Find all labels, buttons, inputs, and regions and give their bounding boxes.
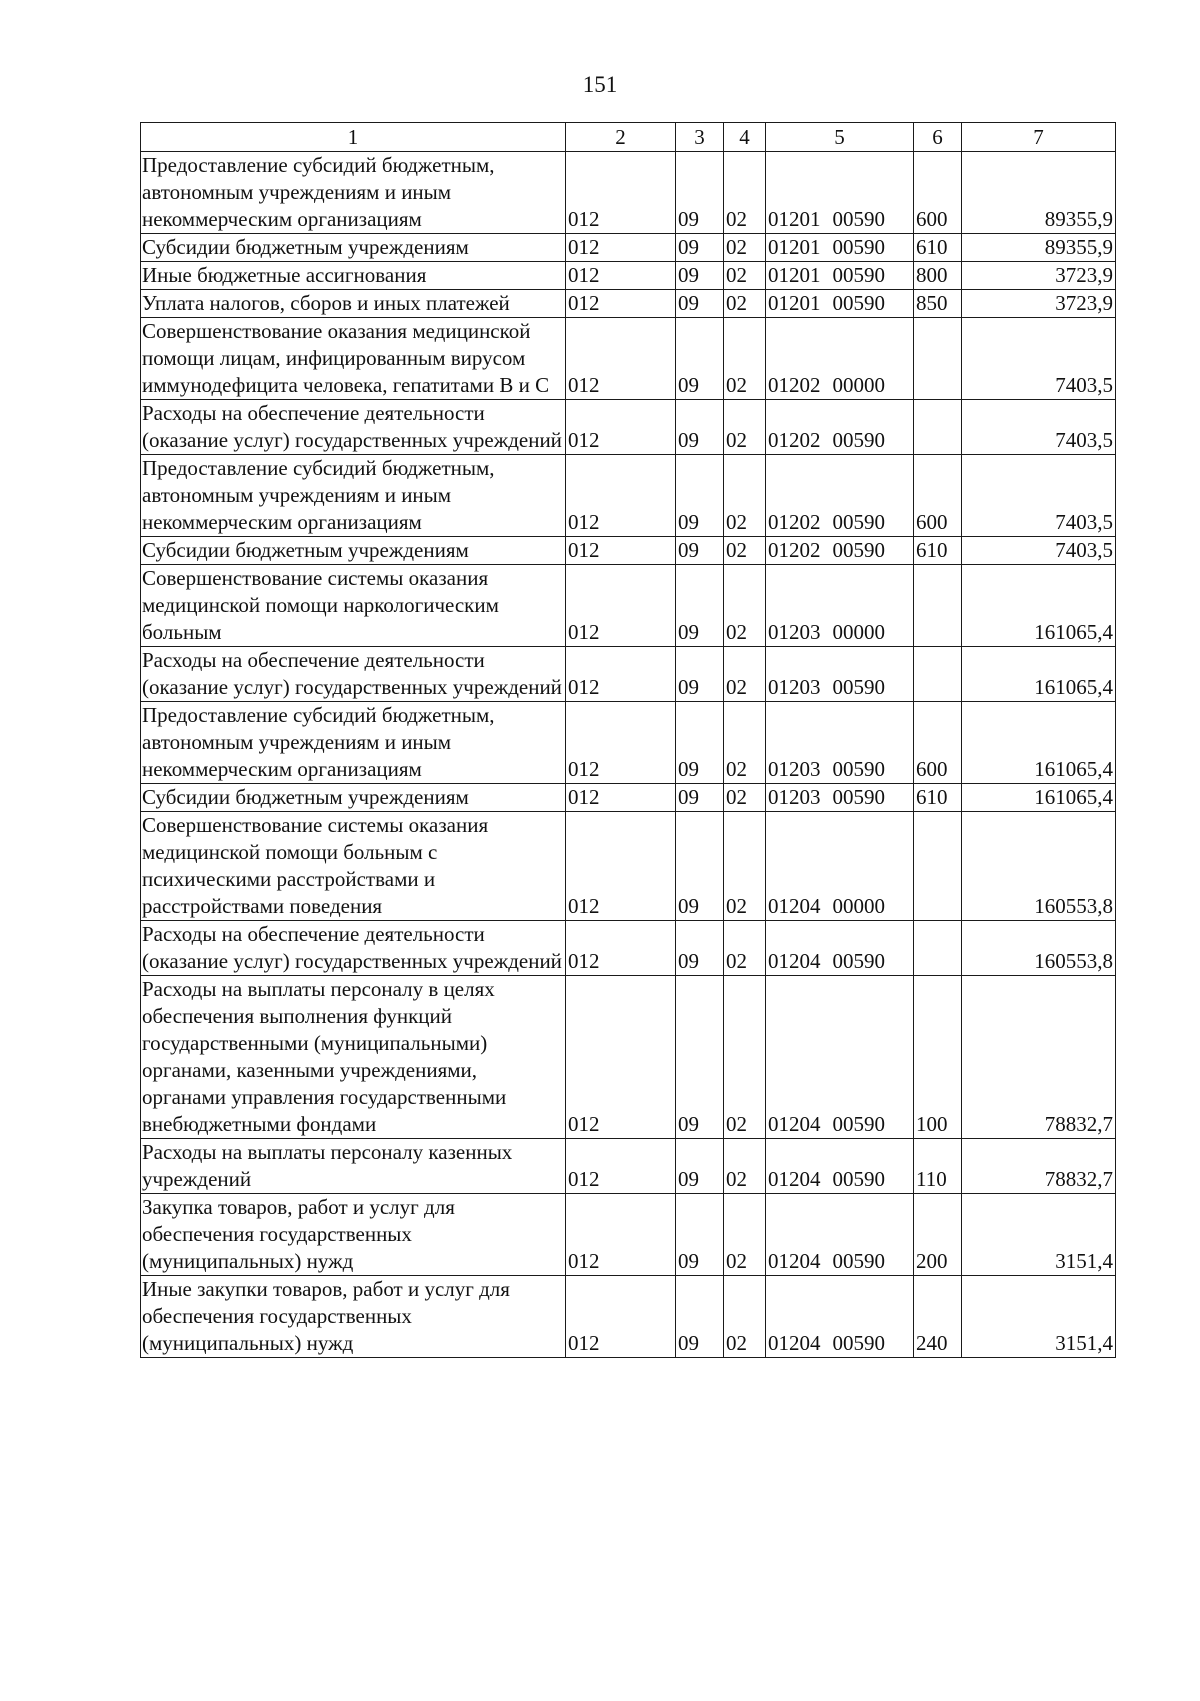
table-row [141,812,1116,921]
target-code-part: 01201 [768,207,821,231]
target-code-cell [766,784,914,812]
subsection-code-cell: 02 [724,262,766,290]
table-row [141,290,1116,318]
section-code-cell: 09 [676,400,724,455]
section-code-cell: 09 [676,537,724,565]
target-code-cell [766,1139,914,1194]
amount-cell: 7403,5 [962,318,1116,400]
target-code-part: 00590 [832,428,885,452]
target-code-part: 01201 [768,263,821,287]
target-code-part: 00590 [832,510,885,534]
amount-cell: 7403,5 [962,455,1116,537]
page-number: 151 [582,72,618,97]
table-row [141,1139,1116,1194]
section-code-cell: 09 [676,702,724,784]
row-name-cell: Уплата налогов, сборов и иных платежей [141,290,566,318]
section-code-cell: 09 [676,1194,724,1276]
amount-cell: 89355,9 [962,234,1116,262]
section-code-cell: 09 [676,647,724,702]
target-code-part: 01204 [768,1331,821,1355]
target-code-part: 00590 [832,675,885,699]
target-code-part: 00590 [832,207,885,231]
amount-cell: 161065,4 [962,702,1116,784]
row-name-cell: Закупка товаров, работ и услуг для обеспечения государственных (муниципальных) нужд [141,1194,566,1276]
table-row [141,1276,1116,1358]
subsection-code-cell: 02 [724,1139,766,1194]
subsection-code-cell: 02 [724,152,766,234]
target-code-part: 01202 [768,428,821,452]
row-name-cell: Субсидии бюджетным учреждениям [141,234,566,262]
ministry-code-cell: 012 [566,1139,676,1194]
target-code-part: 01204 [768,1249,821,1273]
ministry-code-cell: 012 [566,318,676,400]
subsection-code-cell: 02 [724,400,766,455]
amount-cell: 161065,4 [962,565,1116,647]
row-name-cell: Расходы на обеспечение деятельности (оказание услуг) государственных учреждений [141,647,566,702]
expense-type-cell [914,400,962,455]
amount-cell: 161065,4 [962,647,1116,702]
target-code-part: 00000 [832,373,885,397]
target-code-cell [766,565,914,647]
budget-table [140,122,1116,1358]
subsection-code-cell: 02 [724,812,766,921]
target-code-cell [766,537,914,565]
section-code-cell: 09 [676,565,724,647]
row-name-cell: Субсидии бюджетным учреждениям [141,784,566,812]
column-header: 4 [724,123,766,152]
target-code-part: 00590 [832,949,885,973]
subsection-code-cell: 02 [724,318,766,400]
target-code-part: 01202 [768,373,821,397]
ministry-code-cell: 012 [566,400,676,455]
table-body [141,123,1116,1358]
target-code-cell [766,976,914,1139]
table-row [141,455,1116,537]
target-code-part: 01202 [768,538,821,562]
section-code-cell: 09 [676,290,724,318]
column-header: 1 [141,123,566,152]
subsection-code-cell: 02 [724,921,766,976]
ministry-code-cell: 012 [566,647,676,702]
subsection-code-cell: 02 [724,647,766,702]
table-row [141,537,1116,565]
expense-type-cell [914,565,962,647]
target-code-part: 00590 [832,1249,885,1273]
table-row [141,152,1116,234]
column-header: 3 [676,123,724,152]
table-row [141,702,1116,784]
section-code-cell: 09 [676,784,724,812]
ministry-code-cell: 012 [566,702,676,784]
amount-cell: 3723,9 [962,290,1116,318]
target-code-cell [766,921,914,976]
ministry-code-cell: 012 [566,234,676,262]
section-code-cell: 09 [676,234,724,262]
ministry-code-cell: 012 [566,152,676,234]
amount-cell: 3151,4 [962,1194,1116,1276]
row-name-cell: Расходы на обеспечение деятельности (оказание услуг) государственных учреждений [141,921,566,976]
target-code-cell [766,262,914,290]
expense-type-cell [914,647,962,702]
target-code-cell [766,234,914,262]
subsection-code-cell: 02 [724,1194,766,1276]
target-code-part: 00590 [832,235,885,259]
section-code-cell: 09 [676,1276,724,1358]
subsection-code-cell: 02 [724,290,766,318]
subsection-code-cell: 02 [724,537,766,565]
expense-type-cell: 610 [914,784,962,812]
target-code-part: 01202 [768,510,821,534]
ministry-code-cell: 012 [566,921,676,976]
target-code-cell [766,152,914,234]
target-code-part: 01204 [768,1112,821,1136]
table-row [141,921,1116,976]
target-code-cell [766,1276,914,1358]
ministry-code-cell: 012 [566,565,676,647]
row-name-cell: Субсидии бюджетным учреждениям [141,537,566,565]
ministry-code-cell: 012 [566,290,676,318]
target-code-part: 00000 [832,894,885,918]
amount-cell: 78832,7 [962,976,1116,1139]
expense-type-cell: 200 [914,1194,962,1276]
table-row [141,784,1116,812]
target-code-part: 00590 [832,1331,885,1355]
target-code-part: 01203 [768,757,821,781]
amount-cell: 3151,4 [962,1276,1116,1358]
target-code-part: 01204 [768,1167,821,1191]
target-code-part: 00590 [832,263,885,287]
expense-type-cell: 850 [914,290,962,318]
expense-type-cell: 600 [914,455,962,537]
amount-cell: 89355,9 [962,152,1116,234]
ministry-code-cell: 012 [566,1276,676,1358]
table-row [141,976,1116,1139]
expense-type-cell: 610 [914,537,962,565]
target-code-cell [766,290,914,318]
section-code-cell: 09 [676,262,724,290]
expense-type-cell: 610 [914,234,962,262]
ministry-code-cell: 012 [566,262,676,290]
section-code-cell: 09 [676,455,724,537]
expense-type-cell: 600 [914,152,962,234]
expense-type-cell: 110 [914,1139,962,1194]
amount-cell: 3723,9 [962,262,1116,290]
subsection-code-cell: 02 [724,784,766,812]
target-code-part: 01201 [768,235,821,259]
amount-cell: 7403,5 [962,400,1116,455]
section-code-cell: 09 [676,921,724,976]
target-code-part: 00590 [832,785,885,809]
ministry-code-cell: 012 [566,976,676,1139]
amount-cell: 78832,7 [962,1139,1116,1194]
target-code-cell [766,702,914,784]
amount-cell: 161065,4 [962,784,1116,812]
target-code-cell [766,400,914,455]
subsection-code-cell: 02 [724,1276,766,1358]
table-row [141,234,1116,262]
column-header: 7 [962,123,1116,152]
row-name-cell: Предоставление субсидий бюджетным, автономным учреждениям и иным некоммерческим организациям [141,455,566,537]
expense-type-cell: 600 [914,702,962,784]
row-name-cell: Расходы на обеспечение деятельности (оказание услуг) государственных учреждений [141,400,566,455]
target-code-part: 00590 [832,1112,885,1136]
target-code-part: 00000 [832,620,885,644]
row-name-cell: Совершенствование системы оказания медицинской помощи наркологическим больным [141,565,566,647]
subsection-code-cell: 02 [724,565,766,647]
section-code-cell: 09 [676,318,724,400]
row-name-cell: Совершенствование системы оказания медицинской помощи больным с психическими расстройствами и расстройствами поведения [141,812,566,921]
target-code-part: 01201 [768,291,821,315]
amount-cell: 160553,8 [962,812,1116,921]
ministry-code-cell: 012 [566,455,676,537]
target-code-part: 01203 [768,675,821,699]
target-code-part: 01204 [768,894,821,918]
row-name-cell: Иные бюджетные ассигнования [141,262,566,290]
ministry-code-cell: 012 [566,812,676,921]
row-name-cell: Иные закупки товаров, работ и услуг для обеспечения государственных (муниципальных) нужд [141,1276,566,1358]
section-code-cell: 09 [676,1139,724,1194]
table-row [141,318,1116,400]
target-code-part: 01203 [768,620,821,644]
table-row [141,262,1116,290]
expense-type-cell: 800 [914,262,962,290]
target-code-part: 00590 [832,1167,885,1191]
column-header: 5 [766,123,914,152]
amount-cell: 160553,8 [962,921,1116,976]
table-row [141,400,1116,455]
ministry-code-cell: 012 [566,537,676,565]
expense-type-cell [914,921,962,976]
row-name-cell: Расходы на выплаты персоналу казенных учреждений [141,1139,566,1194]
section-code-cell: 09 [676,976,724,1139]
subsection-code-cell: 02 [724,702,766,784]
column-header: 6 [914,123,962,152]
table-row [141,647,1116,702]
section-code-cell: 09 [676,812,724,921]
target-code-cell [766,647,914,702]
table-row [141,1194,1116,1276]
ministry-code-cell: 012 [566,784,676,812]
target-code-cell [766,455,914,537]
section-code-cell: 09 [676,152,724,234]
row-name-cell: Предоставление субсидий бюджетным, автономным учреждениям и иным некоммерческим организациям [141,152,566,234]
expense-type-cell: 240 [914,1276,962,1358]
target-code-part: 00590 [832,538,885,562]
row-name-cell: Расходы на выплаты персоналу в целях обеспечения выполнения функций государственными (муниципальными) органами, казенными учреждениями, органами управления государственными внебюджетными фондами [141,976,566,1139]
table-header-row [141,123,1116,152]
target-code-part: 01204 [768,949,821,973]
target-code-part: 00590 [832,757,885,781]
expense-type-cell [914,318,962,400]
subsection-code-cell: 02 [724,234,766,262]
subsection-code-cell: 02 [724,455,766,537]
target-code-cell [766,812,914,921]
row-name-cell: Совершенствование оказания медицинской помощи лицам, инфицированным вирусом иммунодефицита человека, гепатитами В и С [141,318,566,400]
expense-type-cell: 100 [914,976,962,1139]
target-code-part: 00590 [832,291,885,315]
target-code-part: 01203 [768,785,821,809]
ministry-code-cell: 012 [566,1194,676,1276]
column-header: 2 [566,123,676,152]
target-code-cell [766,318,914,400]
amount-cell: 7403,5 [962,537,1116,565]
table-row [141,565,1116,647]
expense-type-cell [914,812,962,921]
subsection-code-cell: 02 [724,976,766,1139]
target-code-cell [766,1194,914,1276]
row-name-cell: Предоставление субсидий бюджетным, автономным учреждениям и иным некоммерческим организациям [141,702,566,784]
